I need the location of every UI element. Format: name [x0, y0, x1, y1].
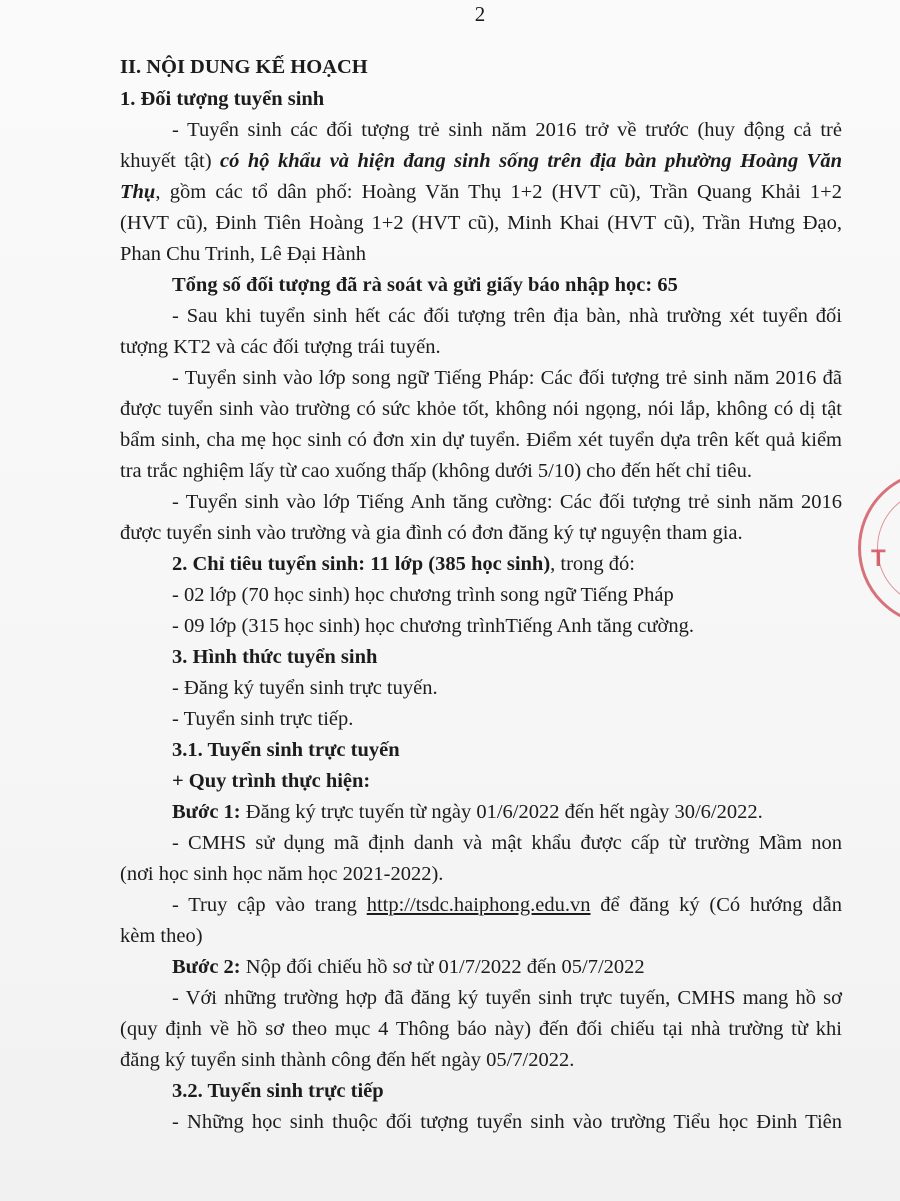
truc-tiep-line1: - Những học sinh thuộc đối tượng tuyển sinh vào trường Tiểu học Đinh Tiên [172, 1111, 842, 1133]
online-line2: (quy định về hồ sơ theo mục 4 Thông báo này) đến đối chiếu tại nhà trường từ khi [120, 1018, 842, 1040]
chi-tieu-item: - 02 lớp (70 học sinh) học chương trình song ngữ Tiếng Pháp [172, 584, 674, 606]
hinh-thuc-item: - Đăng ký tuyển sinh trực tuyến. [172, 677, 438, 699]
chi-tieu-bold: 2. Chỉ tiêu tuyển sinh: 11 lớp (385 học sinh) [172, 553, 551, 575]
step2-text: Nộp đối chiếu hồ sơ từ 01/7/2022 đến 05/7/2022 [240, 956, 645, 978]
red-stamp [858, 470, 900, 626]
step2 [172, 952, 842, 982]
p1-line3a: Thụ [120, 181, 156, 203]
chi-tieu-rest: , trong đó: [550, 553, 635, 575]
step2-label: Bước 2: [172, 956, 241, 978]
heading-chi-tieu [172, 549, 842, 579]
tsdc-link[interactable]: http://tsdc.haiphong.edu.vn [366, 894, 591, 916]
step1-text: Đăng ký trực tuyến từ ngày 01/6/2022 đến hết ngày 30/6/2022. [240, 801, 763, 823]
heading-truc-tiep: 3.2. Tuyển sinh trực tiếp [172, 1080, 384, 1102]
p2-line2: tượng KT2 và các đối tượng trái tuyến. [120, 336, 441, 358]
cmhs-line2: (nơi học sinh học năm học 2021-2022). [120, 863, 444, 885]
p1-line5: Phan Chu Trinh, Lê Đại Hành [120, 243, 366, 265]
page-number: 2 [474, 2, 486, 26]
section-title: II. NỘI DUNG KẾ HOẠCH [120, 56, 368, 78]
p4-line1: - Tuyển sinh vào lớp Tiếng Anh tăng cường: Các đối tượng trẻ sinh năm 2016 [172, 491, 842, 513]
chi-tieu-item: - 09 lớp (315 học sinh) học chương trìnhTiếng Anh tăng cường. [172, 615, 695, 637]
online-line1: - Với những trường hợp đã đăng ký tuyển sinh trực tuyến, CMHS mang hồ sơ [172, 987, 842, 1009]
p2-line1: - Sau khi tuyển sinh hết các đối tượng trên địa bàn, nhà trường xét tuyển đối [172, 305, 842, 327]
access-line1 [172, 890, 842, 920]
hinh-thuc-item: - Tuyển sinh trực tiếp. [172, 708, 354, 730]
heading-truc-tuyen: 3.1. Tuyển sinh trực tuyến [172, 739, 400, 761]
access-line2: kèm theo) [120, 925, 203, 947]
heading-doi-tuong: 1. Đối tượng tuyển sinh [120, 88, 325, 110]
p1-line3b: , gồm các tổ dân phố: Hoàng Văn Thụ 1+2 (HVT cũ), Trần Quang Khải 1+2 [155, 181, 842, 203]
p3-line2: được tuyển sinh vào trường có sức khỏe tốt, không nói ngọng, nói lắp, không có dị tật [120, 398, 842, 420]
p1-line3 [120, 177, 842, 207]
cmhs-line1: - CMHS sử dụng mã định danh và mật khẩu được cấp từ trường Mầm non [172, 832, 842, 854]
p3-line1: - Tuyển sinh vào lớp song ngữ Tiếng Pháp: Các đối tượng trẻ sinh năm 2016 đã [172, 367, 842, 389]
procedure-heading: + Quy trình thực hiện: [172, 770, 371, 792]
p3-line4: tra trắc nghiệm lấy từ cao xuống thấp (không dưới 5/10) cho đến hết chỉ tiêu. [120, 460, 752, 482]
heading-hinh-thuc: 3. Hình thức tuyển sinh [172, 646, 378, 668]
p1-line2a: khuyết tật) [120, 150, 221, 172]
step1-label: Bước 1: [172, 801, 241, 823]
p3-line3: bẩm sinh, cha mẹ học sinh có đơn xin dự tuyển. Điểm xét tuyển dựa trên kết quả kiểm [120, 429, 842, 451]
p1-line2b: có hộ khẩu và hiện đang sinh sống trên địa bàn phường Hoàng Văn [220, 150, 842, 172]
access-pre: - Truy cập vào trang [172, 894, 367, 916]
online-line3: đăng ký tuyển sinh thành công đến hết ngày 05/7/2022. [120, 1049, 575, 1071]
p1-line2 [120, 146, 842, 176]
stamp-letter: T [871, 545, 886, 572]
step1 [172, 797, 842, 827]
access-post: để đăng ký (Có hướng dẫn [590, 894, 842, 916]
p1-line1: - Tuyển sinh các đối tượng trẻ sinh năm 2016 trở về trước (huy động cả trẻ [172, 119, 842, 141]
p1-line4: (HVT cũ), Đinh Tiên Hoàng 1+2 (HVT cũ), Minh Khai (HVT cũ), Trần Hưng Đạo, [120, 212, 842, 234]
total-count: Tổng số đối tượng đã rà soát và gửi giấy báo nhập học: 65 [172, 274, 678, 296]
p4-line2: được tuyển sinh vào trường và gia đình có đơn đăng ký tự nguyện tham gia. [120, 522, 743, 544]
